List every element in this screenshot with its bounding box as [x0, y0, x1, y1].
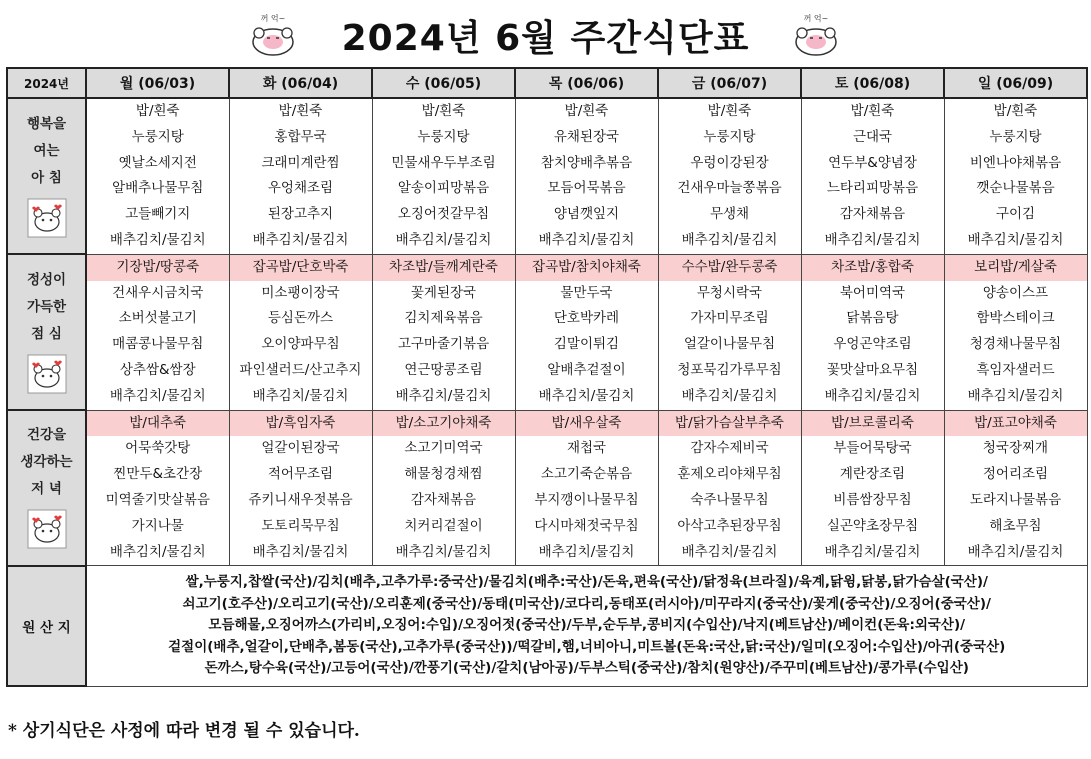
menu-item: 무청시락국	[696, 284, 763, 301]
menu-item: 우엉채조림	[267, 180, 334, 197]
menu-item: 정어리조림	[982, 466, 1049, 483]
menu-item: 청포묵김가루무침	[677, 361, 782, 378]
menu-item: 파인샐러드/산고추지	[239, 361, 362, 378]
origin-line: 모듬해물,오징어까스(가리비,오징어:수입)/오징어젓(중국산)/두부,순두부,콩비지(수입산)/낙지(베트남산)/베이컨(돈육:외국산)/	[208, 617, 966, 634]
meal-label-line: 행복을	[26, 115, 67, 132]
day-menu-cell	[801, 98, 944, 254]
day-header-thu: 목 (06/06)	[515, 68, 658, 98]
menu-item: 북어미역국	[839, 284, 906, 301]
day-header-tue: 화 (06/04)	[229, 68, 372, 98]
day-menu-cell	[229, 254, 372, 410]
menu-item: 치커리겉절이	[404, 517, 483, 534]
menu-item: 함박스테이크	[976, 310, 1055, 327]
special-dish-item: 밥/브로콜리죽	[802, 411, 944, 437]
special-dish-item: 밥/대추죽	[87, 411, 229, 437]
mouse-mascot-icon	[27, 198, 67, 238]
menu-item: 옛날소세지전	[118, 154, 197, 171]
menu-item: 누룽지탕	[703, 128, 756, 145]
menu-item: 밥/흰죽	[993, 103, 1038, 119]
menu-item: 배추김치/물김치	[824, 387, 921, 404]
menu-item: 배추김치/물김치	[681, 543, 778, 560]
menu-item: 배추김치/물김치	[824, 231, 921, 248]
menu-item: 민물새우두부조림	[391, 154, 496, 171]
svg-text:꺼 억~: 꺼 억~	[803, 14, 829, 23]
menu-item: 오이양파무침	[261, 336, 340, 353]
menu-item: 해초무침	[989, 517, 1042, 534]
menu-item: 도토리묵무침	[261, 517, 340, 534]
menu-item: 배추김치/물김치	[681, 231, 778, 248]
special-dish-item: 밥/새우살죽	[516, 411, 658, 437]
menu-item: 상추쌈&쌈장	[119, 361, 196, 378]
menu-item: 배추김치/물김치	[252, 387, 349, 404]
special-dish-item: 밥/흑임자죽	[230, 411, 372, 437]
menu-item: 우엉곤약조림	[833, 336, 912, 353]
day-menu-cell	[515, 410, 658, 566]
menu-item: 밥/흰죽	[707, 103, 752, 119]
meal-label-dinner	[7, 410, 86, 566]
menu-item: 배추김치/물김치	[538, 543, 635, 560]
special-dish-item: 밥/소고기야채죽	[373, 411, 515, 437]
year-header: 2024년	[7, 68, 86, 98]
special-dish-item: 잡곡밥/참치야채죽	[516, 255, 658, 281]
meal-label-line: 정성이	[26, 271, 67, 288]
menu-item: 등심돈까스	[267, 310, 334, 327]
day-menu-cell	[372, 410, 515, 566]
origin-line: 겉절이(배추,얼갈이,단배추,봄동(국산),고추가루(중국산))/떡갈비,햄,너비아니,미트볼(돈육:국산,닭:국산)/일미(오징어:수입산)/아귀(중국산)	[168, 638, 1006, 655]
menu-item: 배추김치/물김치	[538, 387, 635, 404]
menu-item: 건새우시금치국	[112, 284, 204, 301]
menu-item: 배추김치/물김치	[109, 231, 206, 248]
menu-item: 배추김치/물김치	[109, 387, 206, 404]
day-menu-cell	[944, 410, 1087, 566]
meal-row-breakfast	[7, 98, 1087, 254]
day-header-sat: 토 (06/08)	[801, 68, 944, 98]
menu-item: 고들빼기지	[125, 206, 191, 223]
menu-item: 오징어젓갈무침	[397, 206, 490, 223]
menu-item: 찐만두&초간장	[113, 466, 203, 483]
day-menu-cell	[229, 410, 372, 566]
menu-item: 쥬키니새우젓볶음	[248, 491, 353, 508]
menu-item: 물만두국	[560, 284, 613, 301]
menu-item: 된장고추지	[267, 206, 334, 223]
menu-item: 부들어묵탕국	[833, 440, 912, 457]
day-menu-cell	[944, 254, 1087, 410]
day-menu-cell	[372, 254, 515, 410]
day-menu-cell	[86, 98, 229, 254]
menu-item: 비름쌈장무침	[833, 491, 912, 508]
menu-item: 무생채	[709, 206, 750, 223]
menu-item: 알송이피망볶음	[397, 180, 490, 197]
meal-label-lunch	[7, 254, 86, 410]
menu-item: 미소팽이장국	[261, 284, 340, 301]
menu-item: 가자미무조림	[690, 310, 769, 327]
menu-item: 알배추나물무침	[112, 180, 204, 197]
menu-item: 배추김치/물김치	[252, 543, 349, 560]
menu-item: 참치양배추볶음	[540, 154, 633, 171]
menu-item: 누룽지탕	[989, 128, 1042, 145]
menu-item: 고구마줄기볶음	[397, 336, 490, 353]
header-row	[7, 68, 1087, 98]
menu-item: 계란장조림	[839, 466, 906, 483]
menu-item: 재첩국	[566, 440, 607, 457]
menu-item: 청국장찌개	[982, 440, 1049, 457]
meal-label-breakfast	[7, 98, 86, 254]
menu-item: 청경채나물무침	[969, 336, 1062, 353]
menu-item: 꽃맛살마요무침	[826, 361, 919, 378]
svg-text:꺼 억~: 꺼 억~	[260, 14, 286, 23]
menu-table	[6, 67, 1088, 687]
day-menu-cell	[515, 254, 658, 410]
menu-item: 닭볶음탕	[846, 310, 899, 327]
day-header-sun: 일 (06/09)	[944, 68, 1087, 98]
meal-label-line: 아 침	[31, 169, 62, 186]
origin-text	[86, 566, 1087, 687]
menu-item: 김말이튀김	[553, 336, 620, 353]
meal-row-lunch	[7, 254, 1087, 410]
title-bar	[0, 0, 1091, 66]
notice-text: * 상기식단은 사정에 따라 변경 될 수 있습니다.	[8, 721, 360, 741]
menu-item: 느타리피망볶음	[826, 180, 919, 197]
menu-item: 훈제오리야채무침	[677, 466, 782, 483]
special-dish-item: 차조밥/홍합죽	[802, 255, 944, 281]
menu-item: 밥/흰죽	[135, 103, 180, 119]
menu-item: 근대국	[852, 128, 893, 145]
menu-item: 김치제육볶음	[404, 310, 483, 327]
meal-label-line: 저 녁	[31, 481, 62, 498]
menu-item: 아삭고추된장무침	[677, 517, 782, 534]
menu-item: 배추김치/물김치	[967, 387, 1064, 404]
menu-item: 밥/흰죽	[421, 103, 466, 119]
menu-item: 건새우마늘쫑볶음	[677, 180, 782, 197]
origin-row	[7, 566, 1087, 687]
menu-item: 감자채볶음	[410, 491, 477, 508]
day-menu-cell	[515, 98, 658, 254]
menu-item: 얼갈이된장국	[261, 440, 340, 457]
menu-item: 구이김	[995, 206, 1036, 223]
menu-item: 연두부&양념장	[828, 154, 917, 171]
menu-item: 어묵쑥갓탕	[125, 440, 191, 457]
origin-line: 돈까스,탕수육(국산)/고등어(국산)/깐풍기(국산)/갈치(남아공)/두부스틱(중국산)/참치(원양산)/주꾸미(베트남산)/콩가루(수입산)	[204, 660, 969, 677]
menu-item: 단호박카레	[553, 310, 620, 327]
meal-label-line: 여는	[33, 142, 60, 159]
day-header-fri: 금 (06/07)	[658, 68, 801, 98]
menu-item: 배추김치/물김치	[395, 231, 492, 248]
menu-item: 유채된장국	[553, 128, 620, 145]
mouse-mascot-icon	[27, 509, 67, 549]
menu-item: 깻순나물볶음	[976, 180, 1055, 197]
day-menu-cell	[658, 254, 801, 410]
menu-item: 부지깽이나물무침	[534, 491, 639, 508]
meal-label-line: 생각하는	[20, 454, 73, 471]
menu-item: 해물청경채찜	[404, 466, 483, 483]
menu-item: 비엔나야채볶음	[969, 154, 1062, 171]
menu-item: 다시마채젓국무침	[534, 517, 639, 534]
special-dish-item: 밥/표고야채죽	[945, 411, 1087, 437]
menu-item: 소고기미역국	[404, 440, 483, 457]
meal-label-line: 건강을	[26, 427, 67, 444]
menu-item: 감자채볶음	[839, 206, 906, 223]
special-dish-item: 잡곡밥/단호박죽	[230, 255, 372, 281]
menu-item: 밥/흰죽	[850, 103, 895, 119]
day-menu-cell	[944, 98, 1087, 254]
menu-item: 홍합무국	[274, 128, 327, 145]
special-dish-item: 차조밥/들깨계란죽	[373, 255, 515, 281]
menu-item: 크래미계란찜	[261, 154, 340, 171]
menu-item: 꽃게된장국	[410, 284, 477, 301]
day-menu-cell	[801, 254, 944, 410]
menu-item: 우렁이강된장	[690, 154, 769, 171]
menu-item: 누룽지탕	[131, 128, 184, 145]
day-menu-cell	[372, 98, 515, 254]
menu-item: 숙주나물무침	[690, 491, 769, 508]
day-menu-cell	[801, 410, 944, 566]
meal-label-line: 가득한	[26, 298, 67, 315]
day-header-mon: 월 (06/03)	[86, 68, 229, 98]
menu-item: 가지나물	[131, 517, 184, 534]
menu-item: 배추김치/물김치	[538, 231, 635, 248]
origin-line: 쌀,누룽지,찹쌀(국산)/김치(배추,고추가루:중국산)/물김치(배추:국산)/돈육,편육(국산)/닭정육(브라질)/육계,닭윙,닭봉,닭가슴살(국산)/	[185, 574, 988, 591]
mascot-mouse-icon	[790, 10, 842, 58]
menu-item: 매콤콩나물무침	[112, 336, 204, 353]
menu-item: 양념깻잎지	[553, 206, 620, 223]
menu-item: 모듬어묵볶음	[547, 180, 626, 197]
menu-item: 알배추겉절이	[547, 361, 626, 378]
mouse-mascot-icon	[27, 354, 67, 394]
menu-item: 실곤약초장무침	[826, 517, 919, 534]
menu-item: 도라지나물볶음	[969, 491, 1062, 508]
menu-item: 배추김치/물김치	[395, 543, 492, 560]
menu-item: 미역줄기맛살볶음	[105, 491, 210, 508]
menu-item: 연근땅콩조림	[404, 361, 483, 378]
menu-item: 밥/흰죽	[564, 103, 609, 119]
menu-item: 소고기죽순볶음	[540, 466, 633, 483]
menu-item: 누룽지탕	[417, 128, 470, 145]
special-dish-item: 수수밥/완두콩죽	[659, 255, 801, 281]
special-dish-item: 밥/닭가슴살부추죽	[659, 411, 801, 437]
day-menu-cell	[86, 254, 229, 410]
meal-label-line: 점 심	[31, 325, 62, 342]
menu-item: 배추김치/물김치	[681, 387, 778, 404]
origin-label: 원 산 지	[7, 566, 86, 687]
menu-item: 감자수제비국	[690, 440, 769, 457]
menu-item: 배추김치/물김치	[109, 543, 206, 560]
menu-item: 배추김치/물김치	[824, 543, 921, 560]
meal-row-dinner	[7, 410, 1087, 566]
menu-item: 적어무조림	[267, 466, 334, 483]
menu-item: 배추김치/물김치	[252, 231, 349, 248]
day-header-wed: 수 (06/05)	[372, 68, 515, 98]
menu-item: 얼갈이나물무침	[683, 336, 776, 353]
menu-item: 배추김치/물김치	[967, 543, 1064, 560]
origin-line: 쇠고기(호주산)/오리고기(국산)/오리훈제(중국산)/동태(미국산)/코다리,동태포(러시아)/미꾸라지(중국산)/꽃게(중국산)/오징어(중국산)/	[182, 595, 991, 612]
menu-item: 양송이스프	[982, 284, 1049, 301]
day-menu-cell	[86, 410, 229, 566]
menu-item: 배추김치/물김치	[967, 231, 1064, 248]
day-menu-cell	[658, 410, 801, 566]
menu-item: 밥/흰죽	[278, 103, 323, 119]
day-menu-cell	[229, 98, 372, 254]
menu-item: 배추김치/물김치	[395, 387, 492, 404]
page-title: 2024년 6월 주간식단표	[341, 18, 750, 59]
special-dish-item: 보리밥/게살죽	[945, 255, 1087, 281]
menu-item: 흑임자샐러드	[976, 361, 1055, 378]
menu-item: 소버섯불고기	[118, 310, 197, 327]
day-menu-cell	[658, 98, 801, 254]
special-dish-item: 기장밥/땅콩죽	[87, 255, 229, 281]
